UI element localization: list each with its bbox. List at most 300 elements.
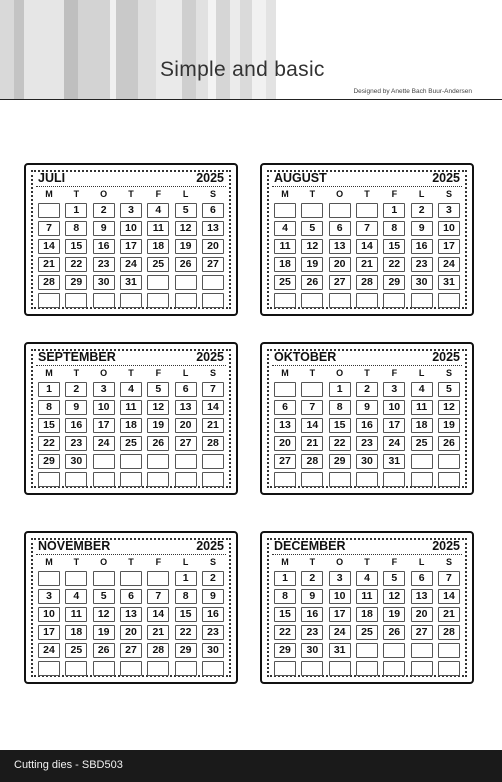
day-cell: 14 [356,239,378,254]
weekday-label: L [182,368,189,378]
day-cell: 19 [93,625,115,640]
empty-day-cell [93,454,115,469]
empty-day-cell [93,571,115,586]
year-label: 2025 [432,350,460,364]
day-cell: 19 [147,418,169,433]
day-cell: 26 [175,257,197,272]
day-cell: 29 [65,275,87,290]
header-dotted-rule [36,186,226,187]
day-cell: 18 [411,418,433,433]
calendar-card [24,163,238,316]
day-cell: 10 [38,607,60,622]
day-cell: 28 [147,643,169,658]
empty-day-cell [65,472,87,487]
day-cell: 17 [383,418,405,433]
empty-day-cell [356,472,378,487]
day-cell: 1 [175,571,197,586]
month-label: DECEMBER [274,539,346,553]
month-label: OKTOBER [274,350,337,364]
month-label: AUGUST [274,171,327,185]
weekday-label: M [45,189,53,199]
empty-day-cell [438,661,460,676]
day-cell: 26 [93,643,115,658]
day-grid [38,557,224,676]
day-cell: 9 [356,400,378,415]
weekday-label: S [209,189,216,199]
header-dotted-rule [272,554,462,555]
day-cell: 31 [120,275,142,290]
day-grid [274,557,460,676]
day-cell: 4 [274,221,296,236]
day-cell: 16 [411,239,433,254]
weekday-label: F [391,368,398,378]
empty-day-cell [274,382,296,397]
empty-day-cell [120,661,142,676]
empty-day-cell [274,203,296,218]
week-row [38,661,224,676]
day-cell: 18 [147,239,169,254]
empty-day-cell [65,293,87,308]
day-cell: 13 [120,607,142,622]
day-cell: 15 [383,239,405,254]
empty-day-cell [301,293,323,308]
week-row [38,643,224,658]
day-cell: 3 [38,589,60,604]
empty-day-cell [438,472,460,487]
calendar-card [24,342,238,495]
weekday-label: L [418,189,425,199]
empty-day-cell [356,661,378,676]
day-cell: 15 [329,418,351,433]
weekday-label: O [100,557,108,567]
weekday-label: T [309,368,316,378]
weekday-label: T [73,368,80,378]
weekday-label: O [336,368,344,378]
day-cell: 16 [356,418,378,433]
day-cell: 27 [274,454,296,469]
day-cell: 7 [301,400,323,415]
day-cell: 9 [202,589,224,604]
day-cell: 20 [329,257,351,272]
weekday-row [274,189,460,200]
day-cell: 12 [175,221,197,236]
empty-day-cell [175,661,197,676]
empty-day-cell [65,571,87,586]
empty-day-cell [301,661,323,676]
day-cell: 14 [38,239,60,254]
day-cell: 9 [65,400,87,415]
empty-day-cell [329,472,351,487]
day-cell: 9 [93,221,115,236]
weekday-row [274,557,460,568]
weekday-label: S [445,368,452,378]
day-cell: 18 [120,418,142,433]
day-cell: 31 [438,275,460,290]
day-cell: 14 [147,607,169,622]
day-cell: 25 [411,436,433,451]
week-row [38,607,224,622]
empty-day-cell [202,454,224,469]
day-cell: 17 [93,418,115,433]
day-cell: 10 [329,589,351,604]
weekday-row [38,189,224,200]
weekday-label: M [45,557,53,567]
week-row [274,293,460,308]
day-cell: 5 [147,382,169,397]
day-cell: 21 [438,607,460,622]
stripe [64,0,78,100]
day-cell: 17 [38,625,60,640]
weekday-label: M [281,368,289,378]
weekday-label: O [336,189,344,199]
day-cell: 12 [383,589,405,604]
stripe [138,0,156,100]
day-cell: 15 [38,418,60,433]
day-cell: 31 [383,454,405,469]
empty-day-cell [329,661,351,676]
day-cell: 25 [147,257,169,272]
day-cell: 8 [329,400,351,415]
week-row [38,454,224,469]
day-cell: 16 [93,239,115,254]
empty-day-cell [329,203,351,218]
empty-day-cell [38,571,60,586]
stripe [14,0,24,100]
day-cell: 9 [411,221,433,236]
weekday-label: S [445,189,452,199]
weekday-label: S [445,557,452,567]
stripe [116,0,138,100]
day-cell: 13 [329,239,351,254]
day-cell: 22 [274,625,296,640]
day-cell: 6 [411,571,433,586]
empty-day-cell [202,661,224,676]
day-cell: 12 [438,400,460,415]
week-row [274,625,460,640]
stripe [276,0,502,100]
empty-day-cell [383,293,405,308]
day-cell: 17 [438,239,460,254]
week-row [38,625,224,640]
day-cell: 18 [356,607,378,622]
empty-day-cell [356,293,378,308]
day-cell: 14 [438,589,460,604]
week-row [38,382,224,397]
day-cell: 21 [301,436,323,451]
day-cell: 25 [120,436,142,451]
day-cell: 11 [65,607,87,622]
day-cell: 16 [301,607,323,622]
calendar-header [274,171,460,187]
day-cell: 2 [411,203,433,218]
empty-day-cell [93,472,115,487]
empty-day-cell [202,275,224,290]
day-grid [38,189,224,308]
day-cell: 11 [274,239,296,254]
weekday-label: T [128,368,134,378]
footer-bar [0,750,502,782]
day-cell: 11 [147,221,169,236]
day-cell: 21 [202,418,224,433]
header-dotted-rule [272,365,462,366]
empty-day-cell [274,661,296,676]
day-cell: 2 [65,382,87,397]
day-cell: 27 [120,643,142,658]
header-dotted-rule [36,365,226,366]
day-cell: 30 [301,643,323,658]
stripe [182,0,196,100]
day-cell: 20 [175,418,197,433]
weekday-label: F [155,189,162,199]
day-cell: 1 [274,571,296,586]
week-row [274,400,460,415]
day-cell: 7 [356,221,378,236]
week-row [274,571,460,586]
week-row [274,382,460,397]
empty-day-cell [411,293,433,308]
day-cell: 24 [120,257,142,272]
empty-day-cell [383,661,405,676]
day-cell: 26 [438,436,460,451]
weekday-label: M [281,557,289,567]
day-cell: 26 [301,275,323,290]
weekday-label: S [209,368,216,378]
week-row [38,472,224,487]
day-cell: 3 [120,203,142,218]
month-label: NOVEMBER [38,539,111,553]
stripe [230,0,240,100]
day-cell: 8 [383,221,405,236]
day-cell: 12 [147,400,169,415]
calendar-header [38,350,224,366]
day-cell: 23 [93,257,115,272]
day-cell: 18 [274,257,296,272]
header-dotted-rule [36,554,226,555]
day-cell: 25 [65,643,87,658]
calendar-card [260,342,474,495]
empty-day-cell [175,293,197,308]
day-cell: 19 [383,607,405,622]
day-cell: 28 [356,275,378,290]
empty-day-cell [274,293,296,308]
header-dotted-rule [272,186,462,187]
day-cell: 1 [38,382,60,397]
day-cell: 29 [329,454,351,469]
stripe [252,0,266,100]
day-cell: 21 [38,257,60,272]
day-cell: 24 [383,436,405,451]
week-row [274,221,460,236]
empty-day-cell [301,382,323,397]
stripe [24,0,64,100]
empty-day-cell [147,454,169,469]
day-cell: 21 [356,257,378,272]
stripe [156,0,182,100]
day-cell: 14 [202,400,224,415]
day-cell: 4 [411,382,433,397]
header-divider [0,99,502,100]
weekday-label: T [128,557,134,567]
stripe [196,0,208,100]
day-cell: 4 [356,571,378,586]
calendar-card [260,531,474,684]
day-cell: 8 [65,221,87,236]
day-cell: 11 [411,400,433,415]
empty-day-cell [329,293,351,308]
week-row [274,643,460,658]
day-cell: 20 [411,607,433,622]
day-cell: 24 [329,625,351,640]
day-cell: 5 [301,221,323,236]
day-cell: 27 [329,275,351,290]
weekday-label: L [182,557,189,567]
day-cell: 19 [175,239,197,254]
empty-day-cell [202,472,224,487]
empty-day-cell [38,472,60,487]
day-cell: 20 [274,436,296,451]
weekday-label: T [364,189,370,199]
empty-day-cell [438,454,460,469]
day-cell: 14 [301,418,323,433]
week-row [274,418,460,433]
day-cell: 22 [175,625,197,640]
empty-day-cell [175,275,197,290]
day-cell: 22 [383,257,405,272]
month-label: JULI [38,171,66,185]
day-cell: 3 [329,571,351,586]
week-row [38,203,224,218]
day-cell: 8 [274,589,296,604]
week-row [38,275,224,290]
week-row [274,661,460,676]
calendar-header [38,171,224,187]
day-cell: 19 [438,418,460,433]
brand-title: Simple and basic [160,58,325,81]
calendar-header [274,539,460,555]
weekday-label: M [45,368,53,378]
week-row [274,257,460,272]
day-cell: 30 [65,454,87,469]
day-cell: 6 [202,203,224,218]
stripe [216,0,230,100]
weekday-row [38,557,224,568]
day-cell: 17 [329,607,351,622]
empty-day-cell [274,472,296,487]
day-grid [274,189,460,308]
empty-day-cell [438,643,460,658]
weekday-row [38,368,224,379]
day-cell: 25 [356,625,378,640]
empty-day-cell [438,293,460,308]
empty-day-cell [120,293,142,308]
day-cell: 24 [38,643,60,658]
empty-day-cell [356,643,378,658]
weekday-label: L [418,557,425,567]
calendar-card [260,163,474,316]
day-cell: 12 [301,239,323,254]
day-cell: 20 [120,625,142,640]
weekday-label: M [281,189,289,199]
year-label: 2025 [432,171,460,185]
day-cell: 6 [120,589,142,604]
day-cell: 5 [438,382,460,397]
day-cell: 30 [356,454,378,469]
product-code: Cutting dies - SBD503 [14,759,123,771]
day-cell: 22 [65,257,87,272]
day-cell: 31 [329,643,351,658]
weekday-label: F [391,557,398,567]
week-row [274,454,460,469]
day-cell: 7 [38,221,60,236]
weekday-label: O [100,189,108,199]
day-cell: 1 [383,203,405,218]
weekday-label: T [364,368,370,378]
day-cell: 17 [120,239,142,254]
weekday-label: T [309,189,316,199]
weekday-label: F [391,189,398,199]
day-cell: 10 [93,400,115,415]
day-cell: 26 [383,625,405,640]
day-cell: 5 [93,589,115,604]
empty-day-cell [147,661,169,676]
day-cell: 4 [65,589,87,604]
weekday-label: T [128,189,134,199]
day-cell: 5 [383,571,405,586]
weekday-label: L [182,189,189,199]
weekday-label: F [155,557,162,567]
empty-day-cell [38,661,60,676]
day-cell: 2 [301,571,323,586]
week-row [38,221,224,236]
week-row [274,436,460,451]
day-cell: 2 [356,382,378,397]
empty-day-cell [301,203,323,218]
day-cell: 13 [202,221,224,236]
day-cell: 3 [93,382,115,397]
week-row [274,472,460,487]
empty-day-cell [356,203,378,218]
day-cell: 2 [202,571,224,586]
year-label: 2025 [196,171,224,185]
day-cell: 8 [38,400,60,415]
day-cell: 3 [383,382,405,397]
week-row [38,571,224,586]
day-grid [274,368,460,487]
day-cell: 29 [383,275,405,290]
empty-day-cell [120,454,142,469]
day-cell: 20 [202,239,224,254]
day-cell: 3 [438,203,460,218]
designer-credit: Designed by Anette Bach Buur-Andersen [353,88,472,95]
empty-day-cell [120,472,142,487]
day-cell: 26 [147,436,169,451]
day-cell: 23 [301,625,323,640]
stripe [0,0,14,100]
empty-day-cell [120,571,142,586]
stripe [78,0,110,100]
day-cell: 13 [274,418,296,433]
empty-day-cell [175,472,197,487]
calendar-header [274,350,460,366]
day-cell: 30 [202,643,224,658]
day-cell: 22 [38,436,60,451]
day-cell: 24 [93,436,115,451]
day-cell: 4 [147,203,169,218]
day-cell: 28 [202,436,224,451]
calendar-header [38,539,224,555]
year-label: 2025 [432,539,460,553]
stripe [266,0,276,100]
